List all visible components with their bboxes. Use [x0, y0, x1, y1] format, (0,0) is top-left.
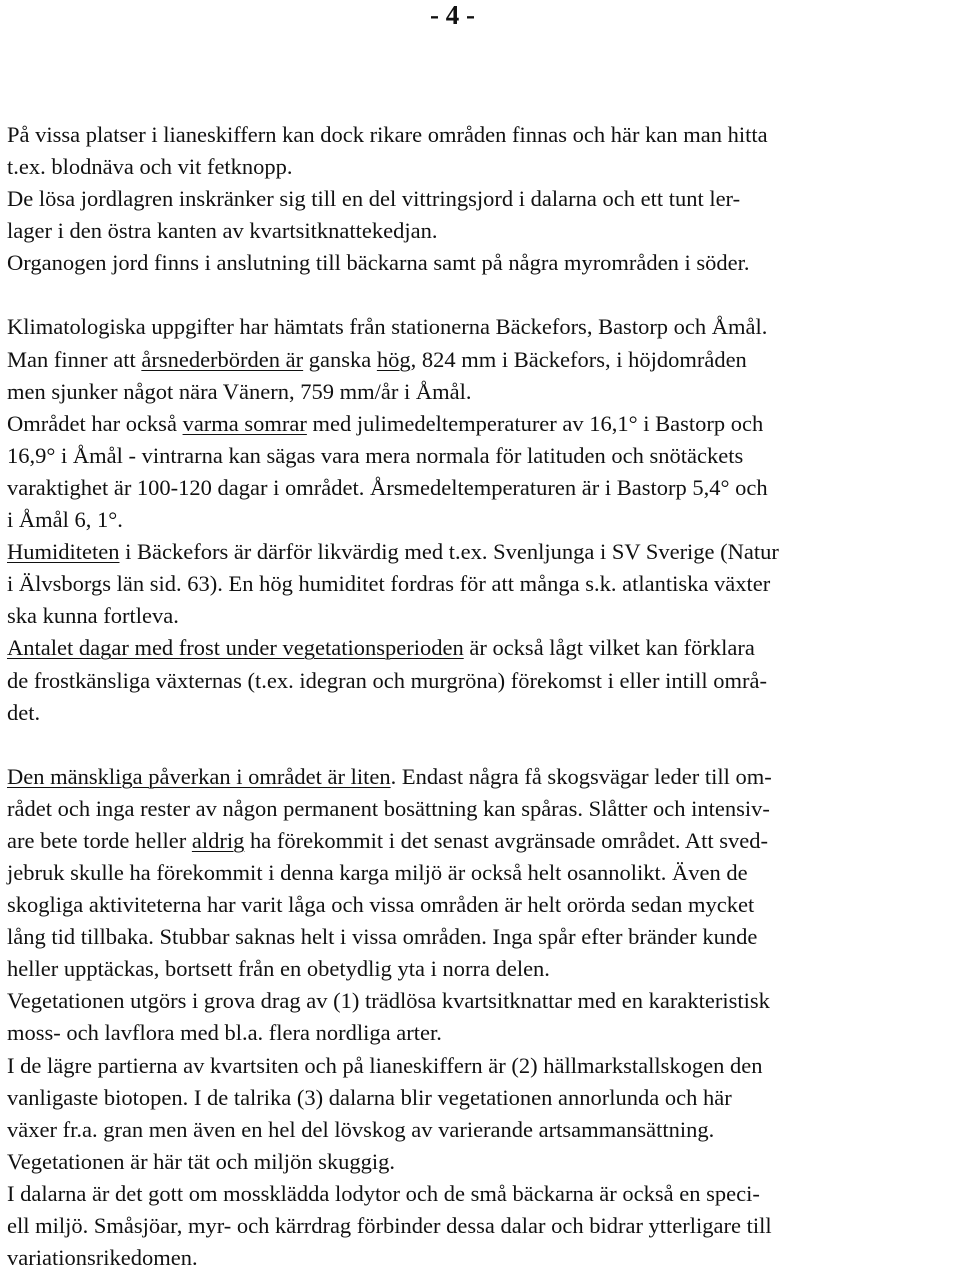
- text-run: , 824 mm i Bäckefors, i höjdområden: [410, 346, 747, 372]
- text-line: Organogen jord finns i anslutning till bäckarna samt på några myrområden i söder.: [7, 250, 750, 276]
- text-line: lager i den östra kanten av kvartsitknattekedjan.: [7, 218, 438, 244]
- text-line: i Älvsborgs län sid. 63). En hög humiditet fordras för att många s.k. atlantiska växter: [7, 571, 771, 597]
- paragraph-frost-days: [7, 632, 955, 728]
- text-line: variationsrikedomen.: [7, 1245, 198, 1271]
- underlined-text: hög: [376, 346, 411, 372]
- paragraph-soil-layers: [7, 183, 955, 247]
- underlined-text: årsnederbörden är: [141, 346, 304, 372]
- paragraph-spacer: [7, 729, 955, 761]
- underlined-text: varma somrar: [182, 410, 307, 436]
- text-line: Vegetationen utgörs i grova drag av (1) trädlösa kvartsitknattar med en karakteristisk: [7, 988, 770, 1014]
- text-line: ell miljö. Småsjöar, myr- och kärrdrag förbinder dessa dalar och bidrar ytterligare till: [7, 1213, 772, 1238]
- text-line: de frostkänsliga växternas (t.ex. idegran och murgröna) förekomst i eller intill områ-: [7, 667, 767, 693]
- text-run: Man finner att: [7, 346, 142, 372]
- underlined-text: Antalet dagar med frost under vegetationsperioden: [7, 635, 464, 661]
- paragraph-climate-stations: [7, 311, 955, 343]
- text-run: are bete torde heller: [7, 827, 192, 853]
- text-line: skogliga aktiviteterna har varit låga och vissa områden är helt orörda sedan mycket: [7, 892, 755, 918]
- underlined-text: Den mänskliga påverkan i området är liten: [7, 763, 391, 789]
- text-line: [7, 536, 955, 568]
- text-line: 16,9° i Åmål - vintrarna kan sägas vara mera normala för latituden och snötäckets: [7, 442, 744, 468]
- paragraph-valleys: [7, 1178, 955, 1274]
- text-line: [7, 825, 955, 857]
- text-line: De lösa jordlagren inskränker sig till en del vittringsjord i dalarna och ett tunt ler-: [7, 186, 741, 212]
- text-line: t.ex. blodnäva och vit fetknopp.: [7, 154, 293, 180]
- paragraph-summer-temperatures: [7, 408, 955, 536]
- text-run: i Bäckefors är därför likvärdig med t.ex. Svenljunga i SV Sverige (Natur: [119, 539, 779, 565]
- text-line: men sjunker något nära Vänern, 759 mm/år i Åmål.: [7, 378, 472, 404]
- text-line: lång tid tillbaka. Stubbar saknas helt i vissa områden. Inga spår efter bränder kunde: [7, 924, 758, 950]
- paragraph-humidity: [7, 536, 955, 632]
- text-line: varaktighet är 100-120 dagar i området. Årsmedeltemperaturen är i Bastorp 5,4° och: [7, 474, 768, 500]
- paragraph-rich-areas: [7, 119, 955, 183]
- text-line: [7, 761, 955, 793]
- text-line: [7, 344, 955, 376]
- text-line: vanligaste biotopen. I de talrika (3) dalarna blir vegetationen annorlunda och här: [7, 1084, 732, 1110]
- text-line: ska kunna fortleva.: [7, 603, 179, 629]
- text-line: Klimatologiska uppgifter har hämtats från stationerna Bäckefors, Bastorp och Åmål.: [7, 314, 768, 340]
- paragraph-vegetation-knolls: [7, 985, 955, 1049]
- underlined-text: aldrig: [191, 827, 245, 853]
- text-line: växer fr.a. gran men även en hel del lövskog av varierande artsammansättning.: [7, 1116, 715, 1142]
- paragraph-organogenic-soil: [7, 247, 955, 279]
- text-run: ha förekommit i det senast avgränsade området. Att sved-: [244, 827, 768, 853]
- text-line: I dalarna är det gott om mossklädda lodytor och de små bäckarna är också en speci-: [7, 1180, 760, 1206]
- text-line: moss- och lavflora med bl.a. flera nordliga arter.: [7, 1020, 442, 1046]
- text-line: [7, 632, 955, 664]
- underlined-text: Humiditeten: [7, 539, 120, 565]
- text-run: Området har också: [7, 410, 183, 436]
- paragraph-spacer: [7, 279, 955, 311]
- text-line: jebruk skulle ha förekommit i denna karga miljö är också helt osannolikt. Även de: [7, 859, 748, 885]
- text-run: med julimedeltemperaturer av 16,1° i Bastorp och: [306, 410, 764, 436]
- text-line: det.: [7, 699, 41, 725]
- paragraph-precipitation: [7, 344, 955, 408]
- text-run: är också lågt vilket kan förklara: [463, 635, 755, 661]
- text-line: [7, 408, 955, 440]
- text-run: ganska: [303, 346, 377, 372]
- text-line: heller upptäckas, bortsett från en obetydlig yta i norra delen.: [7, 956, 550, 982]
- text-line: i Åmål 6, 1°.: [7, 507, 123, 533]
- paragraph-human-impact: [7, 761, 955, 986]
- paragraph-pine-forest: [7, 1050, 955, 1178]
- document-body: [7, 119, 955, 1274]
- text-line: rådet och inga rester av någon permanent bosättning kan spåras. Slåtter och intensiv-: [7, 795, 770, 821]
- text-line: Vegetationen är här tät och miljön skuggig.: [7, 1148, 396, 1174]
- text-run: . Endast några få skogsvägar leder till om-: [390, 763, 772, 789]
- text-line: På vissa platser i lianeskiffern kan dock rikare områden finnas och här kan man hitta: [7, 122, 768, 147]
- page-number: - 4 -: [430, 0, 475, 30]
- text-line: I de lägre partierna av kvartsiten och på lianeskiffern är (2) hällmarkstallskogen den: [7, 1052, 763, 1078]
